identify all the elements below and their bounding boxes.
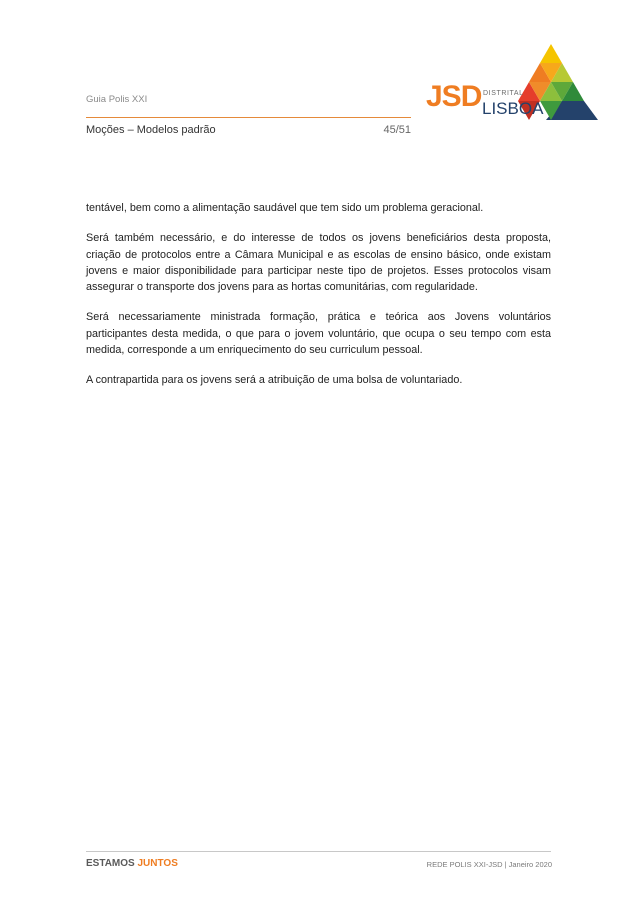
page-number: 45/51 bbox=[383, 124, 411, 136]
logo-tri-yellow bbox=[540, 44, 562, 63]
logo-lisboa-text: LISBOA bbox=[482, 99, 544, 118]
paragraph: tentável, bem como a alimentação saudável que tem sido um problema geracional. bbox=[86, 202, 484, 214]
footer-rule bbox=[86, 851, 551, 852]
logo-jsd-text: JSD bbox=[426, 80, 482, 113]
footer-brand-estamos: ESTAMOS bbox=[86, 858, 135, 869]
paragraph: Será necessariamente ministrada formação, prática e teórica aos Jovens voluntários participantes desta medida, o que para o jovem voluntário, que ocupa o seu tempo com esta medida, corresponde a um enriquecimento do seu curriculum pessoal. bbox=[86, 311, 551, 357]
paragraph: Será também necessário, e do interesse de todos os jovens beneficiários desta proposta, criação de protocolos entre a Câmara Municipal e as escolas de ensino básico, onde existam jovens e maior disponibilidade para participar neste tipo de projetos. Esses protocolos visam assegurar o transporte dos jovens para as hortas comunitárias, com regularidade. bbox=[86, 232, 551, 294]
logo-distrital-text: DISTRITAL bbox=[483, 90, 524, 97]
guide-title: Guia Polis XXI bbox=[86, 94, 148, 105]
footer-brand-juntos: JUNTOS bbox=[137, 858, 178, 869]
header-rule bbox=[86, 117, 411, 118]
body-content bbox=[86, 200, 551, 403]
footer-right-text: REDE POLIS XXI-JSD | Janeiro 2020 bbox=[426, 860, 552, 869]
paragraph: A contrapartida para os jovens será a atribuição de uma bolsa de voluntariado. bbox=[86, 374, 463, 387]
section-title: Moções – Modelos padrão bbox=[86, 124, 216, 136]
footer-brand bbox=[86, 858, 178, 869]
